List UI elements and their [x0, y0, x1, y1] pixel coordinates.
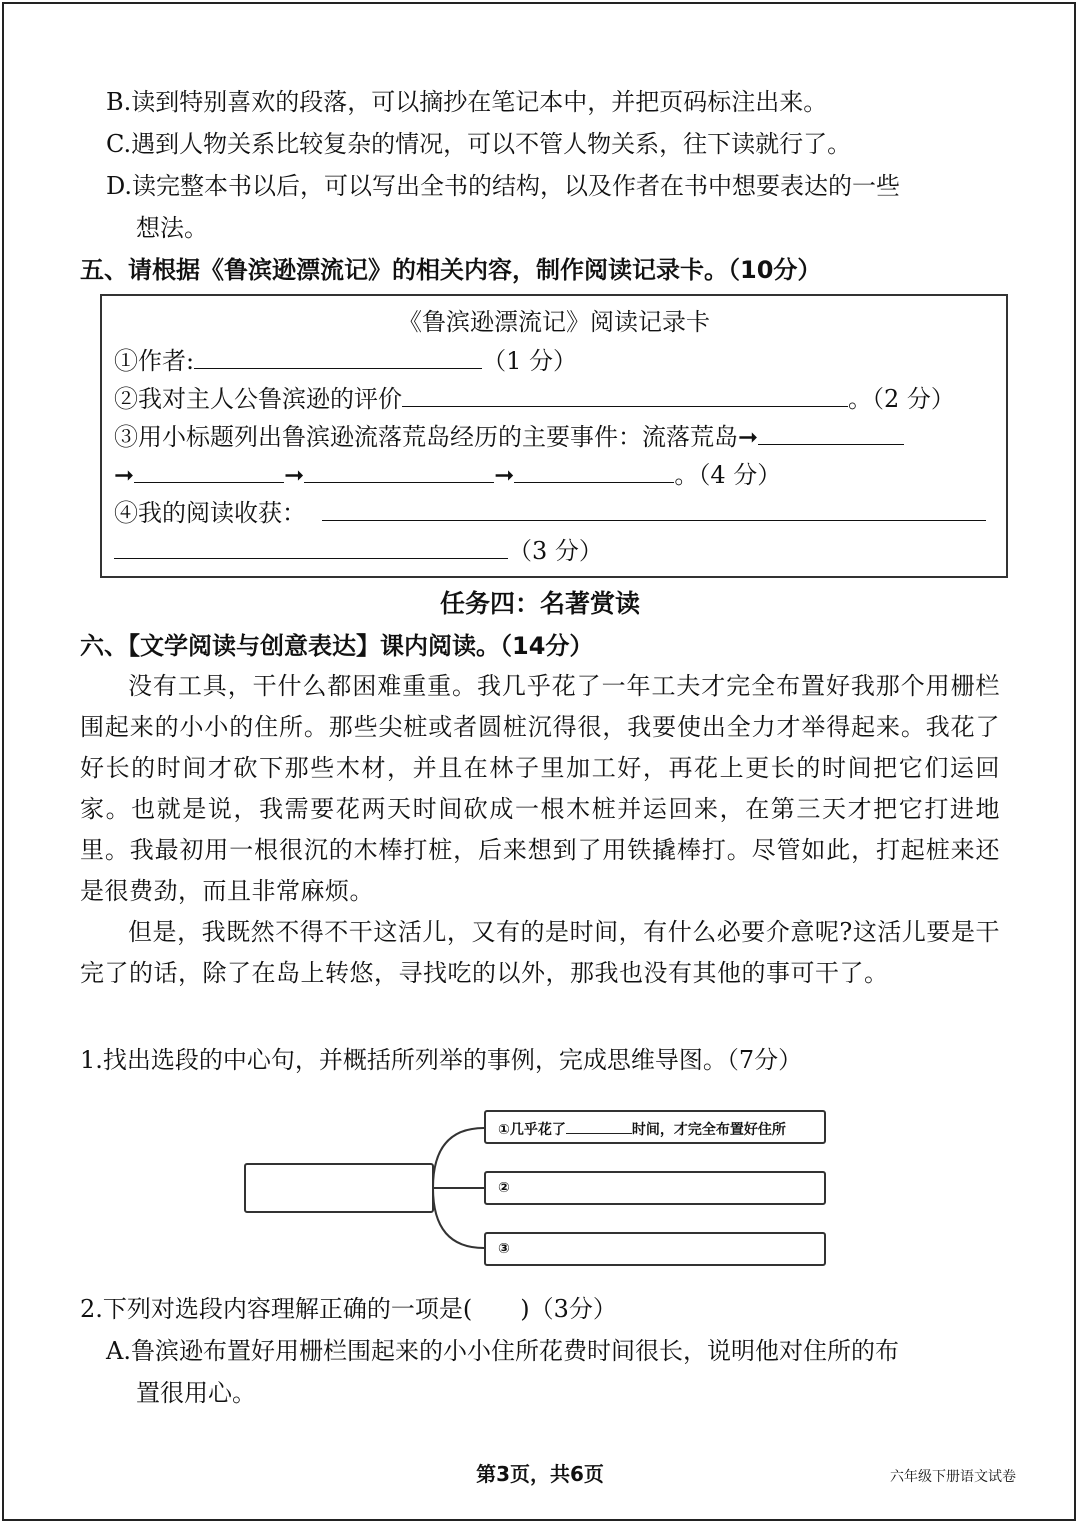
mind-map-center-box[interactable] — [244, 1163, 434, 1213]
exam-label: 六年级下册语文试卷 — [890, 1469, 1016, 1485]
branch-2-text: ② — [498, 1180, 510, 1196]
section5-heading: 五、请根据《鲁滨逊漂流记》的相关内容，制作阅读记录卡。（10分） — [80, 256, 822, 284]
branch-1-blank[interactable] — [566, 1120, 632, 1134]
reading-record-card — [100, 294, 1008, 578]
reading-passage — [80, 666, 1000, 994]
arrow-icon: ➞ — [284, 461, 305, 489]
section6-heading: 六、【文学阅读与创意表达】课内阅读。（14分） — [80, 632, 594, 660]
option-c: C.遇到人物关系比较复杂的情况，可以不管人物关系，往下读就行了。 — [106, 130, 852, 158]
question-1: 1.找出选段的中心句，并概括所列举的事例，完成思维导图。（7分） — [80, 1046, 803, 1074]
evaluation-label: ②我对主人公鲁滨逊的评价 — [114, 385, 402, 413]
branch-3-text: ③ — [498, 1241, 510, 1257]
option-d-line1: D.读完整本书以后，可以写出全书的结构，以及作者在书中想要表达的一些 — [106, 172, 901, 200]
branch-1-text: ①几乎花了 时间，才完全布置好住所 — [498, 1122, 786, 1138]
evaluation-blank[interactable] — [402, 382, 848, 407]
event-blank-1[interactable] — [758, 420, 904, 445]
event-blank-3[interactable] — [304, 458, 494, 483]
card-item-author — [114, 344, 577, 377]
evaluation-score: 。（2 分） — [848, 385, 955, 413]
events-score: 。（4 分） — [674, 461, 782, 489]
arrow-icon: ➞ — [494, 461, 515, 489]
card-item-gains-cont — [114, 534, 603, 567]
card-title: 《鲁滨逊漂流记》阅读记录卡 — [398, 308, 710, 336]
gains-label: ④我的阅读收获： — [114, 499, 306, 527]
arrow-icon: ➞ — [738, 423, 759, 451]
event-blank-4[interactable] — [514, 458, 674, 483]
gains-blank-1[interactable] — [322, 496, 986, 521]
card-item-events-cont — [114, 458, 781, 491]
option-a-line1: A.鲁滨逊布置好用栅栏围起来的小小住所花费时间很长，说明他对住所的布 — [106, 1337, 899, 1365]
option-b: B.读到特别喜欢的段落，可以摘抄在笔记本中，并把页码标注出来。 — [106, 88, 828, 116]
page-number: 第3页，共6页 — [476, 1462, 604, 1486]
arrow-icon: ➞ — [114, 461, 135, 489]
card-item-gains — [114, 496, 986, 529]
author-score: （1 分） — [482, 347, 577, 375]
mind-map-branch-2[interactable] — [484, 1171, 826, 1205]
gains-blank-2[interactable] — [114, 534, 508, 559]
passage-paragraph-2: 但是，我既然不得不干这活儿，又有的是时间，有什么必要介意呢?这活儿要是干完了的话，除了在岛上转悠，寻找吃的以外，那我也没有其他的事可干了。 — [80, 918, 1000, 987]
author-blank[interactable] — [194, 344, 482, 369]
option-a-line2: 置很用心。 — [136, 1379, 256, 1407]
card-item-events — [114, 420, 904, 453]
card-item-evaluation — [114, 382, 955, 415]
event-blank-2[interactable] — [134, 458, 284, 483]
passage-paragraph-1: 没有工具，干什么都困难重重。我几乎花了一年工夫才完全布置好我那个用栅栏围起来的小小的住所。那些尖桩或者圆桩沉得很，我要使出全力才举得起来。我花了好长的时间才砍下那些木材，并且在林子里加工好，再花上更长的时间把它们运回家。也就是说，我需要花两天时间砍成一根木桩并运回来，在第三天才把它打进地里。我最初用一根很沉的木棒打桩，后来想到了用铁撬棒打。尽管如此，打起桩来还是很费劲，而且非常麻烦。 — [80, 672, 1000, 905]
task4-title: 任务四：名著赏读 — [439, 589, 640, 618]
option-d-line2: 想法。 — [136, 214, 208, 242]
mind-map-branch-3[interactable] — [484, 1232, 826, 1266]
question-2: 2.下列对选段内容理解正确的一项是( )（3分） — [80, 1295, 617, 1323]
gains-score: （3 分） — [508, 537, 603, 565]
author-label: ①作者: — [114, 347, 195, 375]
events-label: ③用小标题列出鲁滨逊流落荒岛经历的主要事件：流落荒岛 — [114, 423, 738, 451]
